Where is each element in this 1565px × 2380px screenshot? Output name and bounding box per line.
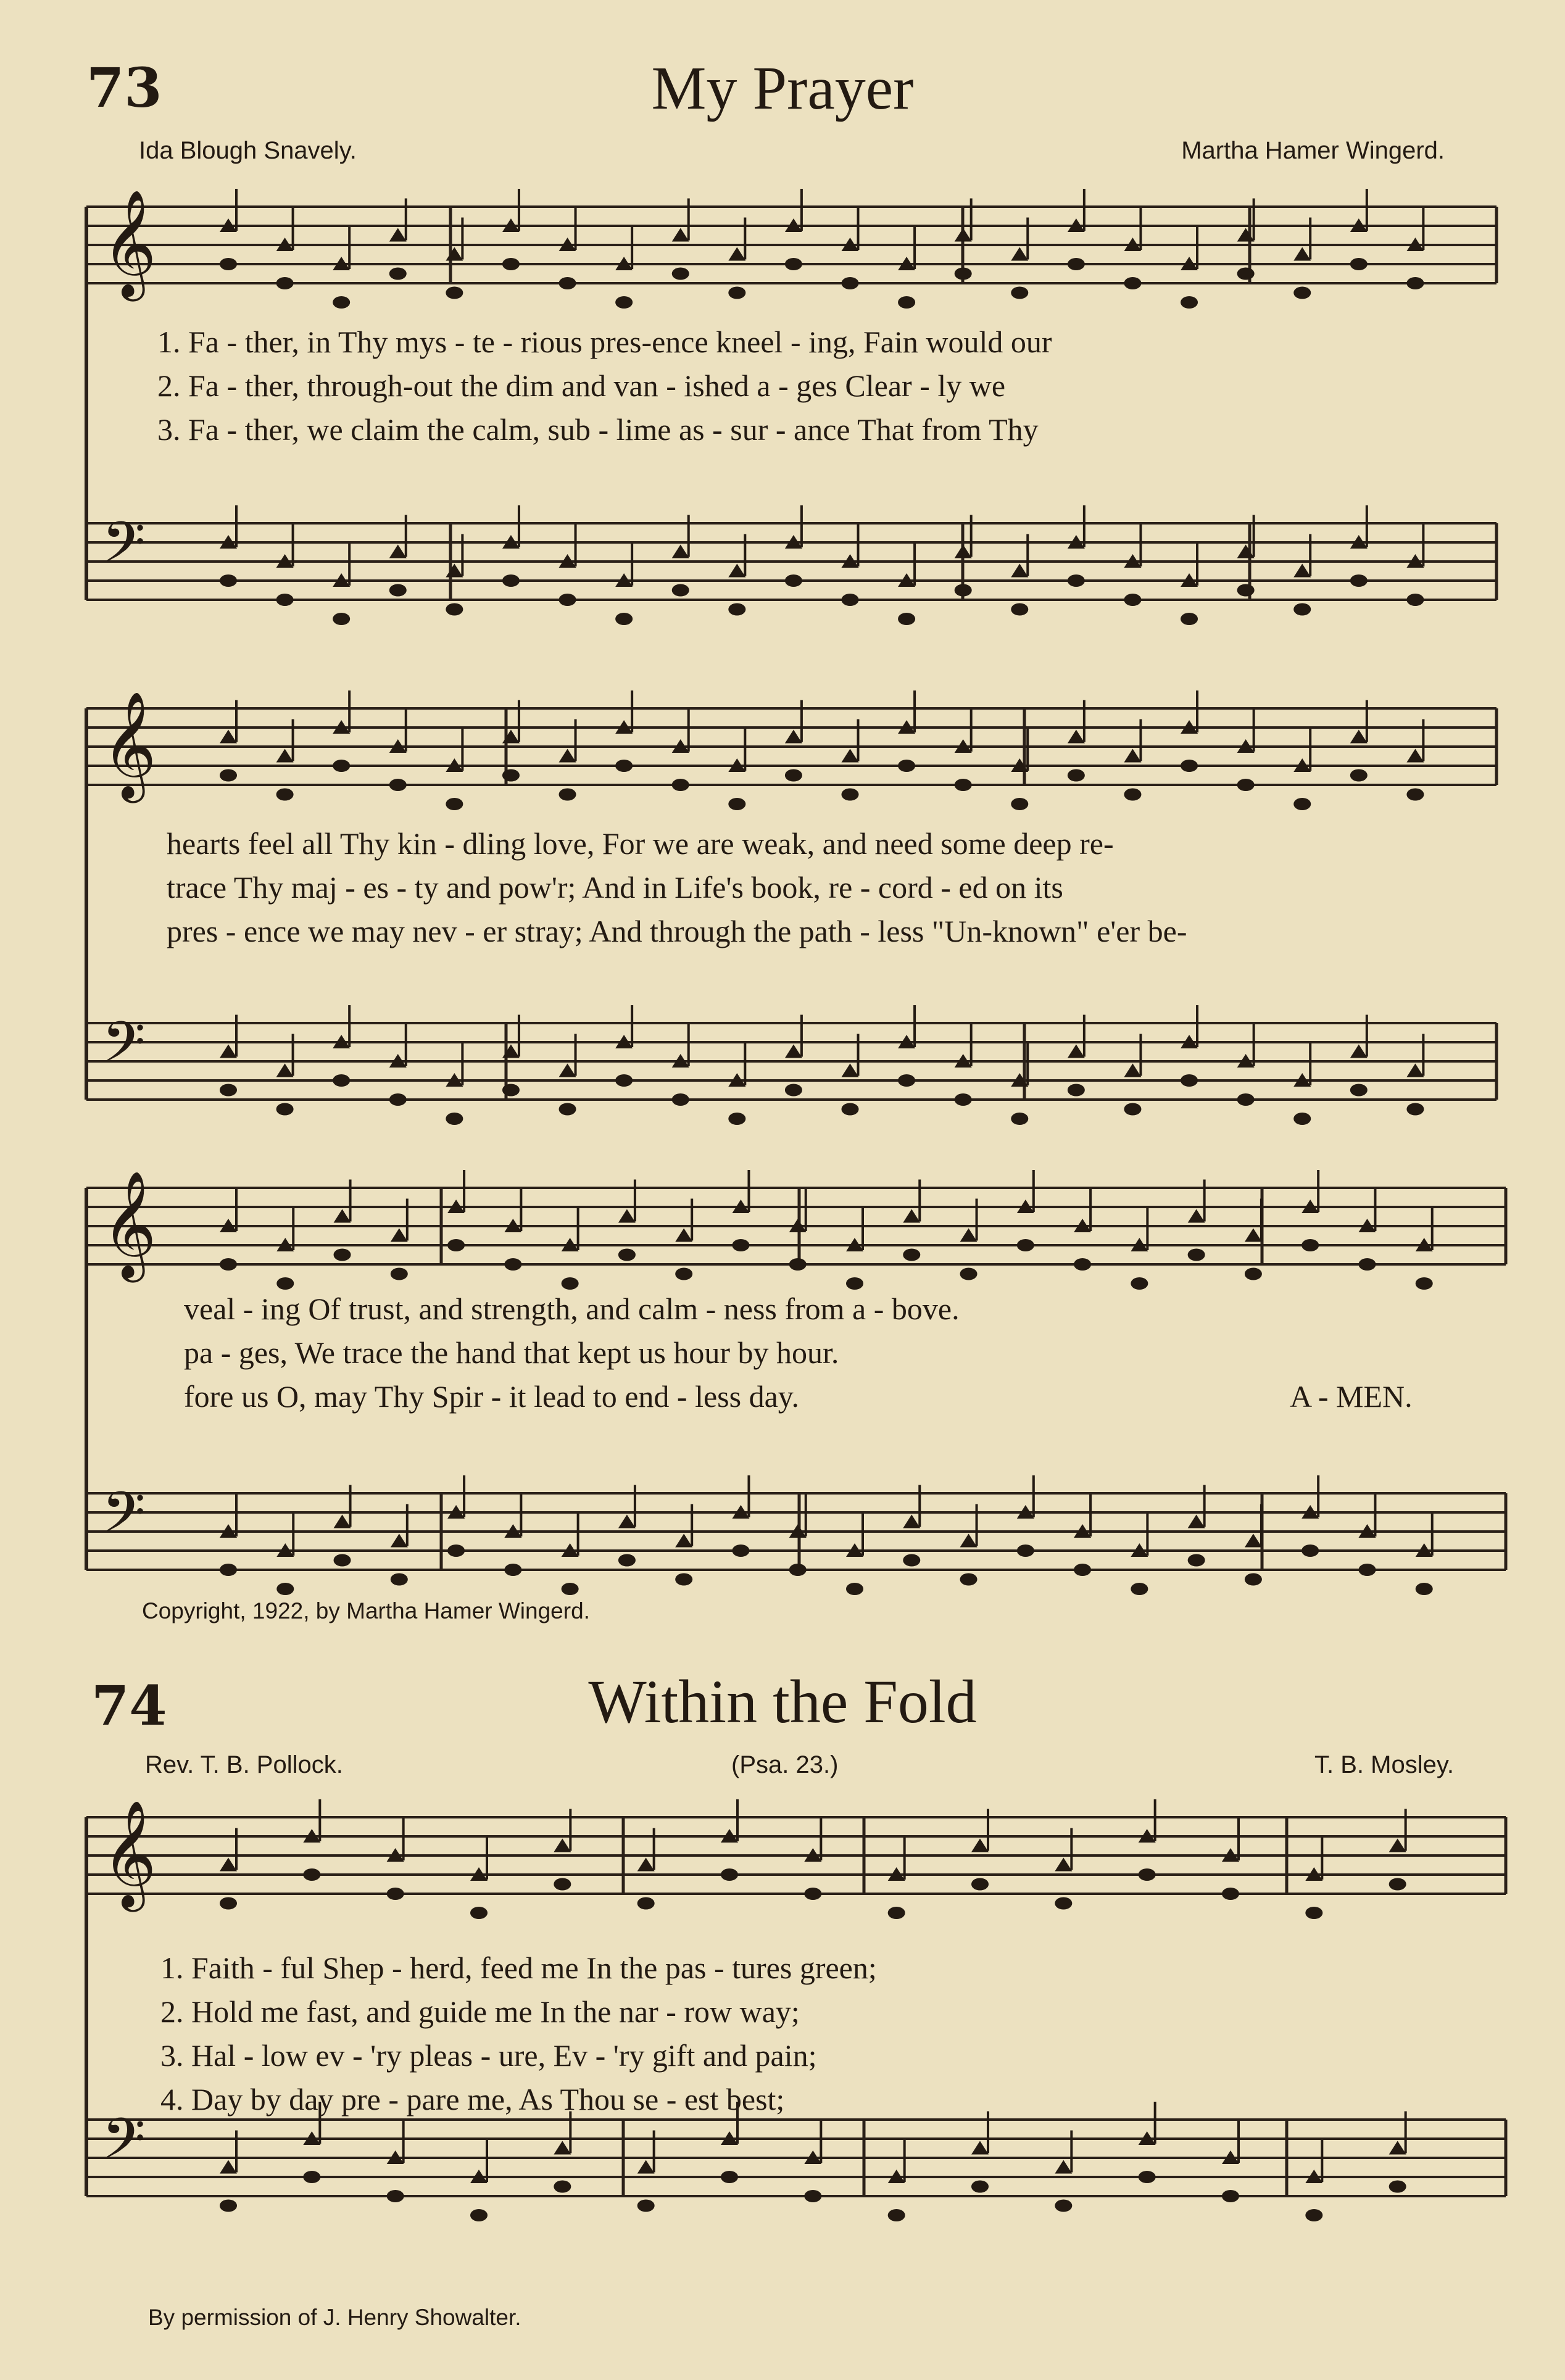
- note-head: [785, 1045, 802, 1058]
- bass-staff: [86, 2106, 1506, 2196]
- note-head: [728, 287, 745, 299]
- note-head: [1389, 1878, 1406, 1891]
- lyric-line: 2. Hold me fast, and guide me In the nar - row way;: [160, 1994, 800, 2029]
- note-head: [1124, 749, 1141, 763]
- note-head: [1055, 1897, 1072, 1910]
- note-head: [1406, 594, 1424, 606]
- note-head: [903, 1249, 920, 1261]
- note-head: [1245, 1534, 1262, 1548]
- author-credit: Ida Blough Snavely.: [139, 137, 357, 164]
- bass-clef-icon: 𝄢: [102, 2106, 146, 2185]
- note-head: [960, 1229, 978, 1242]
- note-head: [391, 1534, 408, 1548]
- note-head: [276, 789, 294, 801]
- note-head: [220, 258, 237, 270]
- note-head: [276, 1103, 294, 1116]
- bass-clef-icon: 𝄢: [102, 510, 146, 589]
- note-head: [898, 296, 915, 309]
- hymn-title: Within the Fold: [588, 1667, 977, 1736]
- bass-clef-icon: 𝄢: [102, 1010, 146, 1088]
- note-head: [1305, 2209, 1322, 2221]
- note-head: [391, 1268, 408, 1280]
- note-head: [1293, 603, 1311, 616]
- note-head: [618, 1515, 636, 1528]
- note-head: [721, 2171, 738, 2183]
- note-head: [554, 2141, 571, 2155]
- note-head: [728, 564, 745, 578]
- note-head: [446, 798, 463, 810]
- note-head: [1181, 760, 1198, 772]
- note-head: [1131, 1277, 1148, 1290]
- note-head: [672, 779, 689, 791]
- treble-clef-icon: 𝄞: [102, 1171, 157, 1278]
- note-head: [955, 779, 972, 791]
- lyric-line: 3. Hal - low ev - 'ry pleas - ure, Ev - 'ry gift and pain;: [160, 2038, 817, 2073]
- bass-staff: [86, 1480, 1506, 1570]
- note-head: [903, 1515, 920, 1528]
- note-head: [1017, 1545, 1034, 1557]
- note-head: [1124, 1064, 1141, 1077]
- note-head: [728, 247, 745, 261]
- note-head: [618, 1209, 636, 1223]
- note-head: [971, 2181, 989, 2193]
- note-head: [333, 296, 350, 309]
- treble-clef-icon: 𝄞: [102, 691, 157, 798]
- note-head: [562, 1277, 579, 1290]
- note-head: [220, 1045, 237, 1058]
- amen-text: A - MEN.: [1290, 1379, 1413, 1414]
- note-head: [389, 584, 407, 597]
- note-head: [960, 1268, 978, 1280]
- note-head: [898, 1074, 915, 1087]
- note-head: [1245, 1268, 1262, 1280]
- note-head: [1237, 545, 1255, 558]
- note-head: [637, 2200, 655, 2212]
- note-head: [1406, 749, 1424, 763]
- note-head: [732, 1239, 749, 1251]
- note-head: [389, 1093, 407, 1106]
- composer-credit: Martha Hamer Wingerd.: [1181, 137, 1445, 164]
- note-head: [842, 277, 859, 289]
- note-head: [1406, 1103, 1424, 1116]
- note-head: [898, 760, 915, 772]
- note-head: [672, 268, 689, 280]
- note-head: [1389, 2181, 1406, 2193]
- note-head: [846, 1583, 863, 1595]
- note-head: [470, 1907, 488, 1919]
- note-head: [898, 613, 915, 625]
- note-head: [387, 2190, 404, 2202]
- note-head: [1293, 247, 1311, 261]
- note-head: [1011, 287, 1028, 299]
- note-head: [1237, 584, 1255, 597]
- note-head: [1181, 296, 1198, 309]
- note-head: [562, 1583, 579, 1595]
- note-head: [1139, 1868, 1156, 1881]
- note-head: [1068, 258, 1085, 270]
- treble-clef-icon: 𝄞: [102, 189, 157, 297]
- note-head: [220, 1897, 237, 1910]
- treble-staff: [86, 189, 1497, 302]
- bass-clef-icon: 𝄢: [102, 1480, 146, 1559]
- treble-staff: [86, 691, 1497, 803]
- note-head: [1416, 1583, 1433, 1595]
- permission-notice: By permission of J. Henry Showalter.: [148, 2305, 521, 2330]
- note-head: [842, 594, 859, 606]
- note-head: [971, 2141, 989, 2155]
- note-head: [303, 2171, 320, 2183]
- note-head: [672, 584, 689, 597]
- note-head: [1068, 1084, 1085, 1097]
- note-head: [672, 1093, 689, 1106]
- note-head: [1068, 730, 1085, 744]
- note-head: [1350, 1084, 1368, 1097]
- note-head: [502, 1084, 520, 1097]
- note-head: [389, 268, 407, 280]
- note-head: [955, 584, 972, 597]
- note-head: [888, 1907, 905, 1919]
- note-head: [1293, 564, 1311, 578]
- note-head: [559, 749, 576, 763]
- note-head: [1011, 798, 1028, 810]
- note-head: [220, 730, 237, 744]
- note-head: [1237, 228, 1255, 242]
- note-head: [446, 247, 463, 261]
- note-head: [1017, 1239, 1034, 1251]
- note-head: [334, 1209, 351, 1223]
- note-head: [1293, 798, 1311, 810]
- note-head: [785, 730, 802, 744]
- note-head: [389, 779, 407, 791]
- note-head: [1011, 247, 1028, 261]
- note-head: [618, 1249, 636, 1261]
- hymn-number: 74: [91, 1673, 167, 1738]
- note-head: [1222, 1888, 1239, 1900]
- lyric-line: hearts feel all Thy kin - dling love, For we are weak, and need some deep re-: [167, 826, 1114, 861]
- note-head: [842, 1064, 859, 1077]
- note-head: [789, 1258, 807, 1271]
- hymn-title: My Prayer: [651, 54, 914, 122]
- note-head: [955, 268, 972, 280]
- note-head: [276, 1583, 294, 1595]
- note-head: [389, 228, 407, 242]
- note-head: [1358, 1564, 1376, 1576]
- note-head: [389, 545, 407, 558]
- note-head: [1068, 574, 1085, 587]
- note-head: [446, 1113, 463, 1125]
- note-head: [1055, 2200, 1072, 2212]
- note-head: [1124, 1103, 1141, 1116]
- note-head: [1389, 1839, 1406, 1852]
- note-head: [502, 258, 520, 270]
- note-head: [675, 1534, 692, 1548]
- note-head: [1245, 1574, 1262, 1586]
- note-head: [333, 760, 350, 772]
- lyric-line: pa - ges, We trace the hand that kept us hour by hour.: [184, 1335, 839, 1370]
- note-head: [1068, 769, 1085, 782]
- note-head: [1011, 603, 1028, 616]
- note-head: [559, 789, 576, 801]
- note-head: [554, 2181, 571, 2193]
- note-head: [1350, 258, 1368, 270]
- note-head: [554, 1878, 571, 1891]
- note-head: [502, 769, 520, 782]
- composer-credit: T. B. Mosley.: [1314, 1751, 1454, 1778]
- note-head: [1188, 1515, 1205, 1528]
- note-head: [334, 1249, 351, 1261]
- note-head: [804, 2190, 821, 2202]
- note-head: [276, 277, 294, 289]
- note-head: [1406, 1064, 1424, 1077]
- lyric-line: 1. Faith - ful Shep - herd, feed me In the pas - tures green;: [160, 1951, 877, 1985]
- note-head: [1301, 1545, 1319, 1557]
- scripture-reference: (Psa. 23.): [731, 1751, 839, 1778]
- note-head: [785, 769, 802, 782]
- note-head: [559, 277, 576, 289]
- note-head: [1131, 1583, 1148, 1595]
- lyric-line: veal - ing Of trust, and strength, and calm - ness from a - bove.: [184, 1292, 960, 1326]
- note-head: [1245, 1229, 1262, 1242]
- note-head: [728, 798, 745, 810]
- note-head: [732, 1545, 749, 1557]
- lyric-line: trace Thy maj - es - ty and pow'r; And in Life's book, re - cord - ed on its: [167, 870, 1063, 905]
- note-head: [785, 574, 802, 587]
- note-head: [637, 1858, 655, 1872]
- note-head: [220, 574, 237, 587]
- note-head: [333, 1074, 350, 1087]
- note-head: [971, 1839, 989, 1852]
- note-head: [333, 613, 350, 625]
- note-head: [502, 574, 520, 587]
- note-head: [447, 1239, 465, 1251]
- note-head: [220, 1858, 237, 1872]
- note-head: [615, 296, 633, 309]
- note-head: [675, 1229, 692, 1242]
- note-head: [559, 1064, 576, 1077]
- note-head: [220, 1258, 237, 1271]
- note-head: [220, 769, 237, 782]
- note-head: [955, 545, 972, 558]
- treble-staff: [86, 1800, 1506, 1912]
- note-head: [1416, 1277, 1433, 1290]
- note-head: [971, 1878, 989, 1891]
- note-head: [1124, 277, 1141, 289]
- note-head: [1188, 1249, 1205, 1261]
- note-head: [470, 2209, 488, 2221]
- note-head: [276, 1277, 294, 1290]
- note-head: [1074, 1564, 1091, 1576]
- note-head: [1074, 1258, 1091, 1271]
- note-head: [1406, 277, 1424, 289]
- note-head: [276, 1064, 294, 1077]
- note-head: [615, 613, 633, 625]
- note-head: [785, 258, 802, 270]
- note-head: [846, 1277, 863, 1290]
- note-head: [842, 749, 859, 763]
- lyric-line: 3. Fa - ther, we claim the calm, sub - lime as - sur - ance That from Thy: [157, 412, 1039, 447]
- note-head: [447, 1545, 465, 1557]
- hymn-number: 73: [86, 56, 162, 120]
- note-head: [1055, 1858, 1072, 1872]
- note-head: [721, 1868, 738, 1881]
- note-head: [276, 749, 294, 763]
- note-head: [675, 1268, 692, 1280]
- note-head: [789, 1564, 807, 1576]
- note-head: [955, 228, 972, 242]
- note-head: [804, 1888, 821, 1900]
- author-credit: Rev. T. B. Pollock.: [145, 1751, 343, 1778]
- note-head: [1293, 1113, 1311, 1125]
- treble-clef-icon: 𝄞: [102, 1800, 157, 1907]
- note-head: [391, 1229, 408, 1242]
- note-head: [1124, 594, 1141, 606]
- note-head: [220, 2200, 237, 2212]
- note-head: [1237, 779, 1255, 791]
- lyric-line: fore us O, may Thy Spir - it lead to end - less day.: [184, 1379, 800, 1414]
- note-head: [1055, 2160, 1072, 2174]
- lyric-line: 1. Fa - ther, in Thy mys - te - rious pres-ence kneel - ing, Fain would our: [157, 325, 1052, 359]
- note-head: [504, 1258, 521, 1271]
- note-head: [1350, 574, 1368, 587]
- note-head: [615, 760, 633, 772]
- note-head: [1181, 1074, 1198, 1087]
- note-head: [220, 1084, 237, 1097]
- note-head: [504, 1564, 521, 1576]
- note-head: [1181, 613, 1198, 625]
- note-head: [1350, 769, 1368, 782]
- lyric-line: 4. Day by day pre - pare me, As Thou se - est best;: [160, 2082, 785, 2117]
- note-head: [1068, 1045, 1085, 1058]
- note-head: [387, 1888, 404, 1900]
- lyric-line: 2. Fa - ther, through-out the dim and van - ished a - ges Clear - ly we: [157, 368, 1006, 403]
- note-head: [446, 603, 463, 616]
- note-head: [1350, 730, 1368, 744]
- note-head: [559, 1103, 576, 1116]
- note-head: [1011, 1113, 1028, 1125]
- note-head: [446, 287, 463, 299]
- note-head: [637, 1897, 655, 1910]
- note-head: [637, 2160, 655, 2174]
- note-head: [1350, 1045, 1368, 1058]
- note-head: [903, 1554, 920, 1567]
- note-head: [446, 564, 463, 578]
- note-head: [1237, 268, 1255, 280]
- note-head: [1188, 1554, 1205, 1567]
- note-head: [334, 1515, 351, 1528]
- note-head: [1011, 564, 1028, 578]
- note-head: [1358, 1258, 1376, 1271]
- note-head: [785, 1084, 802, 1097]
- note-head: [842, 789, 859, 801]
- copyright-notice: Copyright, 1922, by Martha Hamer Wingerd.: [142, 1598, 590, 1623]
- note-head: [220, 1564, 237, 1576]
- note-head: [1389, 2141, 1406, 2155]
- note-head: [1222, 2190, 1239, 2202]
- lyric-line: pres - ence we may nev - er stray; And through the path - less "Un-known" e'er be-: [167, 914, 1187, 948]
- note-head: [303, 1868, 320, 1881]
- note-head: [955, 1093, 972, 1106]
- note-head: [1139, 2171, 1156, 2183]
- note-head: [554, 1839, 571, 1852]
- note-head: [220, 2160, 237, 2174]
- note-head: [1293, 287, 1311, 299]
- note-head: [903, 1209, 920, 1223]
- note-head: [1188, 1209, 1205, 1223]
- note-head: [1301, 1239, 1319, 1251]
- note-head: [391, 1574, 408, 1586]
- note-head: [1406, 789, 1424, 801]
- note-head: [672, 545, 689, 558]
- note-head: [1124, 789, 1141, 801]
- note-head: [559, 594, 576, 606]
- note-head: [672, 228, 689, 242]
- note-head: [334, 1554, 351, 1567]
- note-head: [675, 1574, 692, 1586]
- note-head: [1305, 1907, 1322, 1919]
- note-head: [728, 603, 745, 616]
- note-head: [728, 1113, 745, 1125]
- note-head: [276, 594, 294, 606]
- note-head: [1237, 1093, 1255, 1106]
- note-head: [842, 1103, 859, 1116]
- note-head: [615, 1074, 633, 1087]
- note-head: [960, 1534, 978, 1548]
- note-head: [888, 2209, 905, 2221]
- note-head: [618, 1554, 636, 1567]
- note-head: [960, 1574, 978, 1586]
